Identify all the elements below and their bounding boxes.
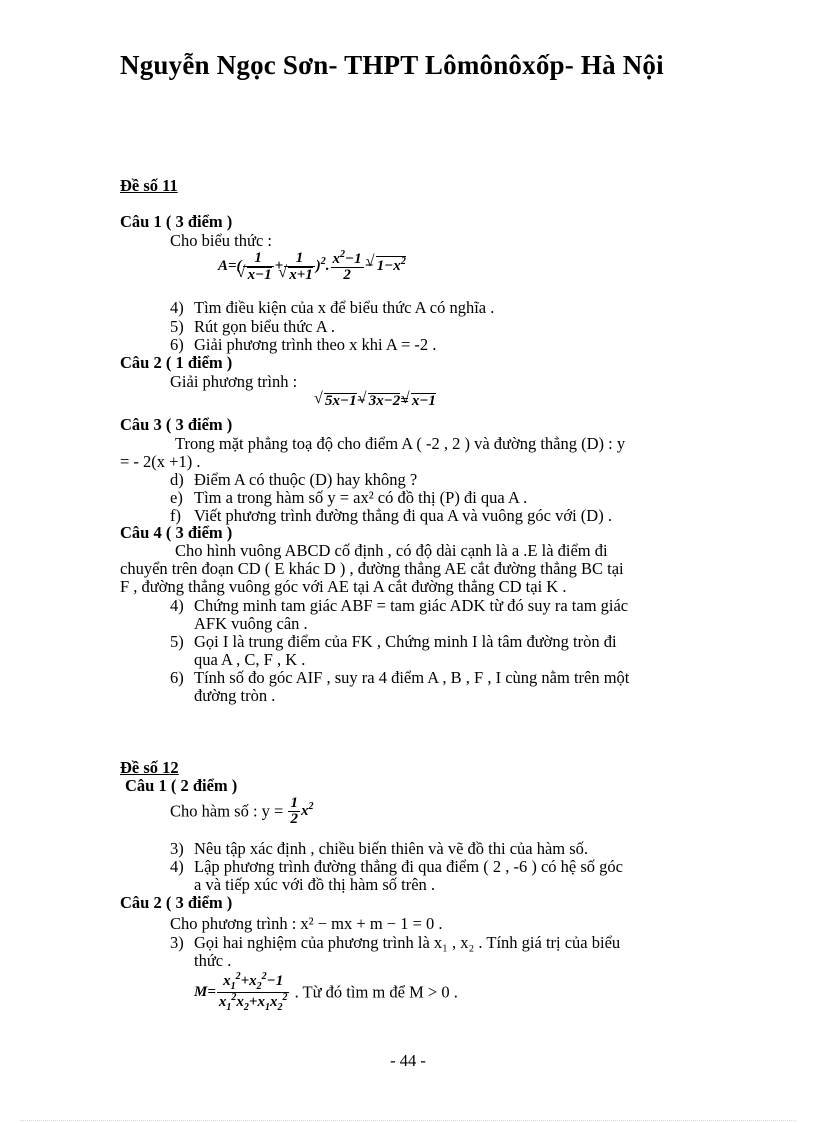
exam-11-question-2-intro: Giải phương trình : [170, 372, 298, 391]
exam-11-question-4-heading: Câu 4 ( 3 điểm ) [120, 523, 233, 542]
exam-11-q3-item-f: f) Viết phương trình đường thẳng đi qua A và vuông góc với (D) . [170, 506, 612, 525]
exam-11-q1-item-4: 4) Tìm điều kiện của x để biểu thức A có nghĩa . [170, 298, 495, 317]
exam-11-q4-item-5-cont: qua A , C, F , K . [194, 650, 306, 669]
exam-11-question-1-heading: Câu 1 ( 3 điểm ) [120, 212, 233, 231]
exam-12-q1-function: Cho hàm số : y = $\frac{1}{2}$ $x^2$ [170, 795, 314, 827]
exam-11-q3-item-e: e) Tìm a trong hàm số y = ax² có đồ thị (P) đi qua A . [170, 488, 528, 507]
exam-12-q2-formula-M: M= $\frac{x_1^2+x_2^2-1}{x_1^2x_2+x_1x_2^2}$ . Từ đó tìm m để M > 0 . [194, 971, 458, 1013]
exam-11-q4-paragraph-line-3: F , đường thẳng vuông góc với AE tại A cắt đường thẳng CD tại K . [120, 577, 567, 596]
exam-11-title: Đề số 11 [120, 176, 178, 195]
exam-12-q2-item-3: 3) Gọi hai nghiệm của phương trình là x₁ , x₂ . Tính giá trị của biểu [170, 933, 621, 952]
exam-12-q1-item-4-cont: a và tiếp xúc với đồ thị hàm số trên . [194, 875, 436, 894]
exam-11-q3-paragraph-line-2: = - 2(x +1) . [120, 452, 201, 471]
exam-11-q4-item-6: 6) Tính số đo góc AIF , suy ra 4 điểm A , B , F , I cùng nằm trên một [170, 668, 630, 687]
formula-radical-equation: √ 5x−1−√ 3x−2=√ x−1 [322, 393, 436, 409]
exam-12-q1-item-3: 3) Nêu tập xác định , chiều biến thiên và vẽ đồ thi của hàm số. [170, 839, 589, 858]
exam-12-title: Đề số 12 [120, 758, 179, 777]
page-header: Nguyễn Ngọc Sơn- THPT Lômônôxốp- Hà Nội [120, 50, 664, 80]
page-bottom-divider [20, 1120, 796, 1121]
exam-12-question-1-heading: Câu 1 ( 2 điểm ) [125, 776, 238, 795]
exam-11-q3-item-d: d) Điểm A có thuộc (D) hay không ? [170, 470, 418, 489]
exam-12-q2-intro: Cho phương trình : x² − mx + m − 1 = 0 . [170, 914, 443, 933]
exam-11-q4-paragraph-line-2: chuyển trên đoạn CD ( E khác D ) , đường thẳng AE cắt đường thẳng BC tại [120, 559, 624, 578]
exam-11-question-1-intro: Cho biểu thức : [170, 231, 272, 250]
exam-11-q4-item-6-cont: đường tròn . [194, 686, 276, 705]
exam-11-q4-item-4: 4) Chứng minh tam giác ABF = tam giác ADK từ đó suy ra tam giác [170, 596, 629, 615]
exam-11-q4-paragraph-line-1: Cho hình vuông ABCD cố định , có độ dài cạnh là a .E là điểm đi [175, 541, 608, 560]
exam-12-q1-item-4: 4) Lập phương trình đường thẳng đi qua điểm ( 2 , -6 ) có hệ số góc [170, 857, 623, 876]
exam-11-question-2-heading: Câu 2 ( 1 điểm ) [120, 353, 233, 372]
exam-11-q4-item-4-cont: AFK vuông cân . [194, 614, 308, 633]
exam-12-question-2-heading: Câu 2 ( 3 điểm ) [120, 893, 233, 912]
exam-11-q1-item-6: 6) Giải phương trình theo x khi A = -2 . [170, 335, 437, 354]
exam-11-question-3-heading: Câu 3 ( 3 điểm ) [120, 415, 233, 434]
formula-expression-A: A=( 1 √ x−1 + 1 √ x+1 )$^2$. $\frac{x^2-1}{2}$ −√ $1-x^2$ [218, 250, 406, 283]
exam-12-q2-item-3-cont: thức . [194, 951, 232, 970]
page-number: - 44 - [390, 1051, 426, 1070]
exam-11-q4-item-5: 5) Gọi I là trung điểm của FK , Chứng minh I là tâm đường tròn đi [170, 632, 617, 651]
exam-11-q3-paragraph-line-1: Trong mặt phẳng toạ độ cho điểm A ( -2 , 2 ) và đường thẳng (D) : y [175, 434, 626, 453]
exam-11-q1-item-5: 5) Rút gọn biểu thức A . [170, 317, 335, 336]
